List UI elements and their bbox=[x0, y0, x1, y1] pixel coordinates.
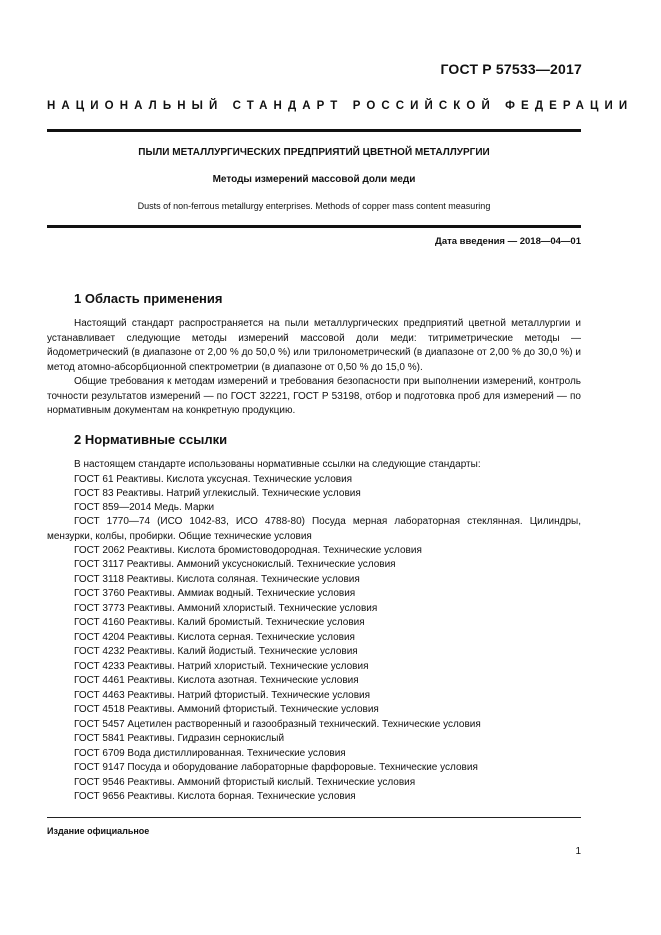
reference-item: ГОСТ 4461 Реактивы. Кислота азотная. Технические условия bbox=[74, 675, 359, 686]
reference-item: ГОСТ 4204 Реактивы. Кислота серная. Технические условия bbox=[74, 632, 355, 643]
section-1-paragraph-2: Общие требования к методам измерений и требования безопасности при выполнении измерений, контроль точности результатов измерений — по ГОСТ 32221, ГОСТ Р 53198, отбор и подготовка проб для измерений — по нормативным документам на конкретную продукцию. bbox=[47, 376, 581, 417]
reference-item: ГОСТ 2062 Реактивы. Кислота бромистоводородная. Технические условия bbox=[74, 545, 422, 556]
footer-divider bbox=[47, 817, 581, 818]
page-number: 1 bbox=[575, 846, 581, 857]
reference-item: ГОСТ 61 Реактивы. Кислота уксусная. Технические условия bbox=[74, 474, 353, 485]
effective-date: Дата введения — 2018—04—01 bbox=[435, 236, 581, 247]
document-title: ПЫЛИ МЕТАЛЛУРГИЧЕСКИХ ПРЕДПРИЯТИЙ ЦВЕТНОЙ МЕТАЛЛУРГИИ bbox=[138, 147, 490, 158]
reference-item: ГОСТ 5457 Ацетилен растворенный и газообразный технический. Технические условия bbox=[74, 719, 481, 730]
section-1-paragraph-1: Настоящий стандарт распространяется на пыли металлургических предприятий цветной металлургии и устанавливает следующие методы измерений массовой доли меди: титриметрические методы — йодометрический (в диапазоне от 2,00 % до 50,0 %) или трилонометрический (в диапазоне от 2,00 % до 30,0 %) и метод атомно-абсорбционной спектрометрии (в диапазоне от 0,50 % до 15,0 %). bbox=[47, 318, 581, 373]
reference-item: ГОСТ 83 Реактивы. Натрий углекислый. Технические условия bbox=[74, 488, 361, 499]
reference-item: ГОСТ 4232 Реактивы. Калий йодистый. Технические условия bbox=[74, 646, 358, 657]
reference-item: ГОСТ 4233 Реактивы. Натрий хлористый. Технические условия bbox=[74, 661, 369, 672]
document-number: ГОСТ Р 57533—2017 bbox=[440, 61, 582, 77]
section-1-heading: 1 Область применения bbox=[74, 291, 223, 306]
national-standard-heading: НАЦИОНАЛЬНЫЙ СТАНДАРТ РОССИЙСКОЙ ФЕДЕРАЦИИ bbox=[47, 100, 634, 112]
official-edition-note: Издание официальное bbox=[47, 826, 150, 836]
reference-item: ГОСТ 9546 Реактивы. Аммоний фтористый кислый. Технические условия bbox=[74, 777, 416, 788]
title-divider bbox=[47, 225, 581, 228]
reference-item: ГОСТ 4160 Реактивы. Калий бромистый. Технические условия bbox=[74, 617, 365, 628]
reference-item: ГОСТ 3117 Реактивы. Аммоний уксуснокислый. Технические условия bbox=[74, 559, 396, 570]
section-2-intro: В настоящем стандарте использованы нормативные ссылки на следующие стандарты: bbox=[74, 459, 481, 470]
reference-item: ГОСТ 4518 Реактивы. Аммоний фтористый. Технические условия bbox=[74, 704, 379, 715]
reference-item: ГОСТ 6709 Вода дистиллированная. Технические условия bbox=[74, 748, 346, 759]
reference-item: ГОСТ 4463 Реактивы. Натрий фтористый. Технические условия bbox=[74, 690, 371, 701]
reference-item: ГОСТ 859—2014 Медь. Марки bbox=[74, 502, 215, 513]
reference-item: ГОСТ 9147 Посуда и оборудование лабораторные фарфоровые. Технические условия bbox=[74, 762, 478, 773]
section-2-heading: 2 Нормативные ссылки bbox=[74, 432, 228, 447]
reference-item: ГОСТ 9656 Реактивы. Кислота борная. Технические условия bbox=[74, 791, 356, 802]
document-subtitle: Методы измерений массовой доли меди bbox=[212, 174, 416, 185]
reference-item: ГОСТ 3760 Реактивы. Аммиак водный. Технические условия bbox=[74, 588, 356, 599]
document-title-english: Dusts of non-ferrous metallurgy enterprises. Methods of copper mass content measuring bbox=[137, 201, 491, 211]
header-divider bbox=[47, 129, 581, 132]
reference-item: ГОСТ 5841 Реактивы. Гидразин сернокислый bbox=[74, 733, 285, 744]
reference-item: ГОСТ 3773 Реактивы. Аммоний хлористый. Технические условия bbox=[74, 603, 378, 614]
reference-item: ГОСТ 3118 Реактивы. Кислота соляная. Технические условия bbox=[74, 574, 360, 585]
reference-item: ГОСТ 1770—74 (ИСО 1042-83, ИСО 4788-80) Посуда мерная лабораторная стеклянная. Цилиндры, мензурки, колбы, пробирки. Общие технические условия bbox=[47, 516, 581, 542]
